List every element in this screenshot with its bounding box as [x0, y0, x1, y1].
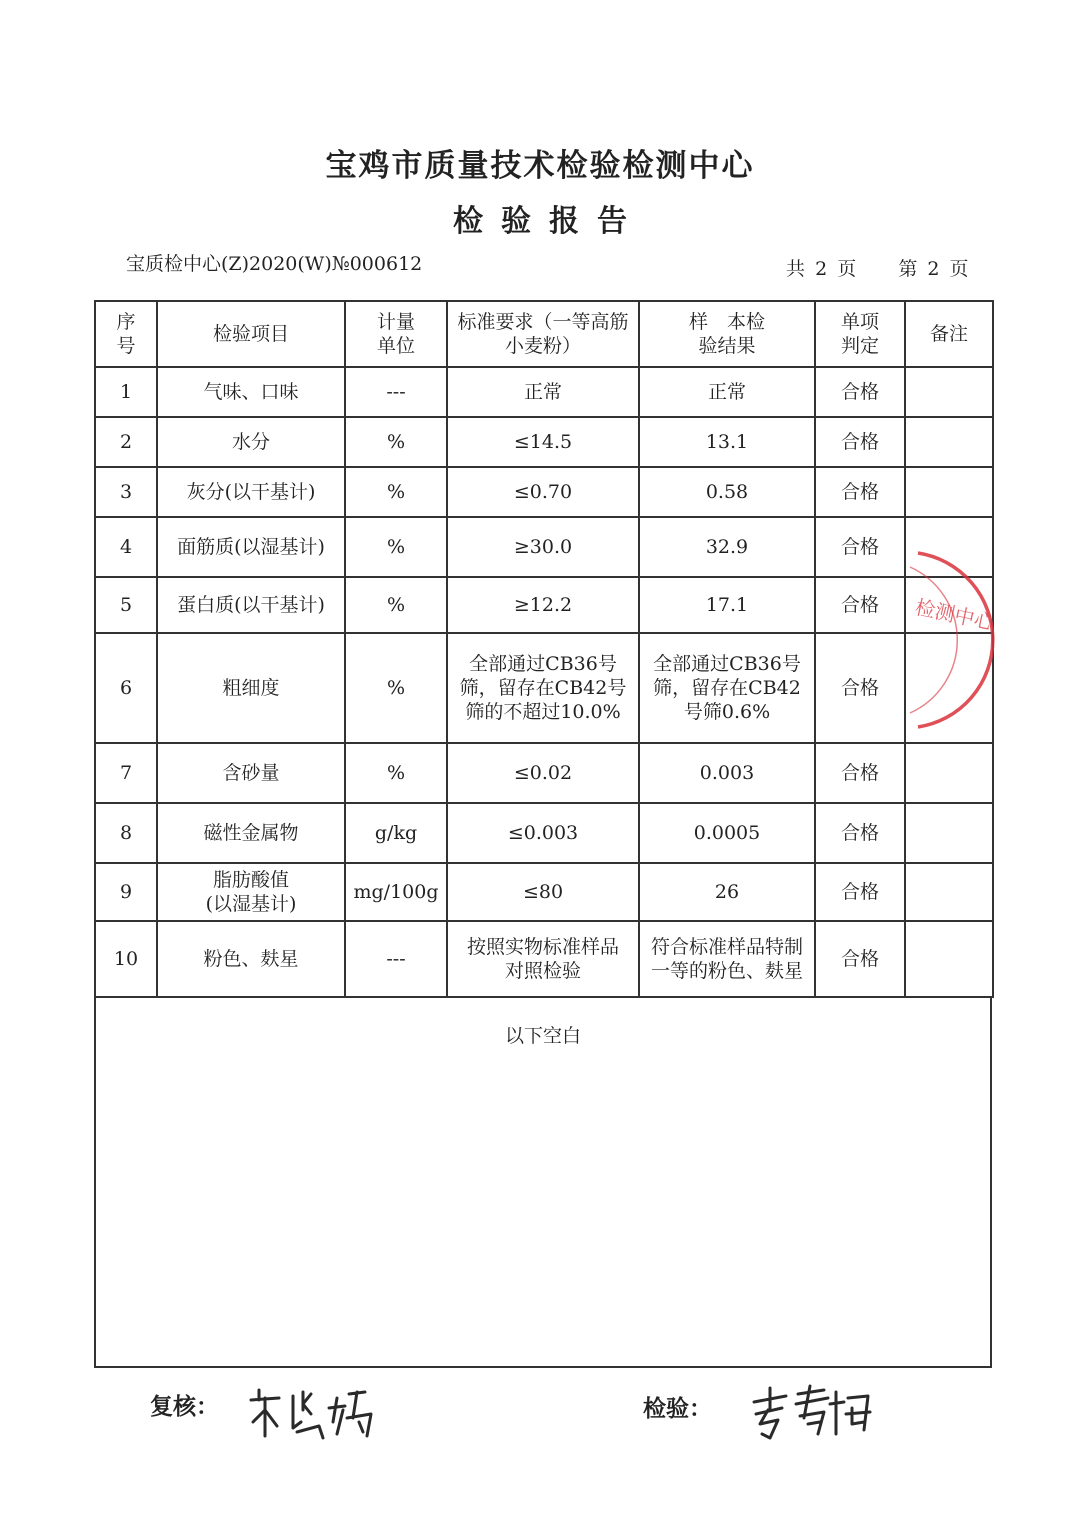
table-row [95, 577, 993, 633]
row-remark [905, 803, 993, 863]
row-remark [905, 921, 993, 997]
row-remark [905, 467, 993, 517]
inspection-stamp [908, 545, 997, 735]
row-unit: g/kg [345, 803, 447, 863]
table-row [95, 517, 993, 577]
row-no: 1 [95, 367, 157, 417]
current-page: 2 [927, 258, 940, 280]
table-row [95, 743, 993, 803]
row-verdict: 合格 [815, 743, 905, 803]
row-no: 5 [95, 577, 157, 633]
row-item: 脂肪酸值(以湿基计) [157, 863, 345, 921]
row-remark [905, 417, 993, 467]
row-standard: ≤0.02 [447, 743, 639, 803]
total-pages-unit: 页 [837, 258, 857, 280]
row-result: 17.1 [639, 577, 815, 633]
table-row [95, 803, 993, 863]
row-unit: mg/100g [345, 863, 447, 921]
row-verdict: 合格 [815, 367, 905, 417]
row-verdict: 合格 [815, 517, 905, 577]
row-remark [905, 863, 993, 921]
row-standard: 全部通过CB36号筛，留存在CB42号筛的不超过10.0% [447, 633, 639, 743]
row-result: 0.58 [639, 467, 815, 517]
col-header-remark: 备注 [905, 301, 993, 367]
row-item: 粗细度 [157, 633, 345, 743]
row-result: 0.003 [639, 743, 815, 803]
col-header-item: 检验项目 [157, 301, 345, 367]
stamp-text: 检测中心 [913, 594, 997, 635]
row-standard: ≤0.003 [447, 803, 639, 863]
row-result: 全部通过CB36号筛，留存在CB42号筛0.6% [639, 633, 815, 743]
total-pages: 2 [815, 258, 828, 280]
reviewer-signature [245, 1382, 385, 1444]
row-result: 26 [639, 863, 815, 921]
inspector-label: 检验： [643, 1396, 712, 1422]
table-row [95, 467, 993, 517]
row-standard: 按照实物标准样品对照检验 [447, 921, 639, 997]
inspector-signature [748, 1384, 876, 1442]
page-info [786, 254, 973, 281]
row-standard: ≥12.2 [447, 577, 639, 633]
row-verdict: 合格 [815, 803, 905, 863]
row-remark [905, 367, 993, 417]
row-item: 蛋白质(以干基计) [157, 577, 345, 633]
total-pages-label: 共 [786, 258, 806, 280]
col-header-unit: 计量单位 [345, 301, 447, 367]
table-row [95, 921, 993, 997]
row-result: 0.0005 [639, 803, 815, 863]
results-table [94, 300, 994, 998]
row-no: 9 [95, 863, 157, 921]
row-verdict: 合格 [815, 417, 905, 467]
blank-note: 以下空白 [504, 1025, 581, 1047]
row-result: 13.1 [639, 417, 815, 467]
row-unit: --- [345, 367, 447, 417]
table-header-row [95, 301, 993, 367]
row-standard: ≤80 [447, 863, 639, 921]
report-number: 宝质检中心(Z)2020(W)№000612 [126, 253, 423, 275]
row-remark [905, 743, 993, 803]
col-header-verdict: 单项判定 [815, 301, 905, 367]
row-item: 磁性金属物 [157, 803, 345, 863]
row-verdict: 合格 [815, 921, 905, 997]
row-result: 32.9 [639, 517, 815, 577]
row-verdict: 合格 [815, 633, 905, 743]
row-no: 6 [95, 633, 157, 743]
row-verdict: 合格 [815, 577, 905, 633]
row-unit: --- [345, 921, 447, 997]
row-verdict: 合格 [815, 467, 905, 517]
current-page-label: 第 [898, 258, 918, 280]
row-result: 正常 [639, 367, 815, 417]
org-title: 宝鸡市质量技术检验检测中心 [325, 148, 755, 184]
reviewer-label: 复核： [150, 1394, 219, 1420]
row-standard: 正常 [447, 367, 639, 417]
row-standard: ≥30.0 [447, 517, 639, 577]
row-no: 2 [95, 417, 157, 467]
row-item: 气味、口味 [157, 367, 345, 417]
row-item: 含砂量 [157, 743, 345, 803]
table-row [95, 417, 993, 467]
table-row [95, 633, 993, 743]
row-item: 面筋质(以湿基计) [157, 517, 345, 577]
col-header-standard: 标准要求（一等高筋小麦粉） [447, 301, 639, 367]
row-no: 4 [95, 517, 157, 577]
row-no: 10 [95, 921, 157, 997]
col-header-result: 样 本检验结果 [639, 301, 815, 367]
row-standard: ≤14.5 [447, 417, 639, 467]
row-item: 灰分(以干基计) [157, 467, 345, 517]
blank-area [94, 996, 992, 1368]
report-title: 检验报告 [453, 204, 645, 239]
row-no: 3 [95, 467, 157, 517]
col-header-no: 序号 [95, 301, 157, 367]
row-unit: % [345, 517, 447, 577]
row-unit: % [345, 417, 447, 467]
row-unit: % [345, 577, 447, 633]
table-row [95, 367, 993, 417]
row-item: 水分 [157, 417, 345, 467]
row-no: 7 [95, 743, 157, 803]
row-unit: % [345, 633, 447, 743]
row-unit: % [345, 743, 447, 803]
current-page-unit: 页 [949, 258, 969, 280]
row-verdict: 合格 [815, 863, 905, 921]
row-no: 8 [95, 803, 157, 863]
row-unit: % [345, 467, 447, 517]
row-standard: ≤0.70 [447, 467, 639, 517]
row-result: 符合标准样品特制一等的粉色、麸星 [639, 921, 815, 997]
row-item: 粉色、麸星 [157, 921, 345, 997]
table-row [95, 863, 993, 921]
